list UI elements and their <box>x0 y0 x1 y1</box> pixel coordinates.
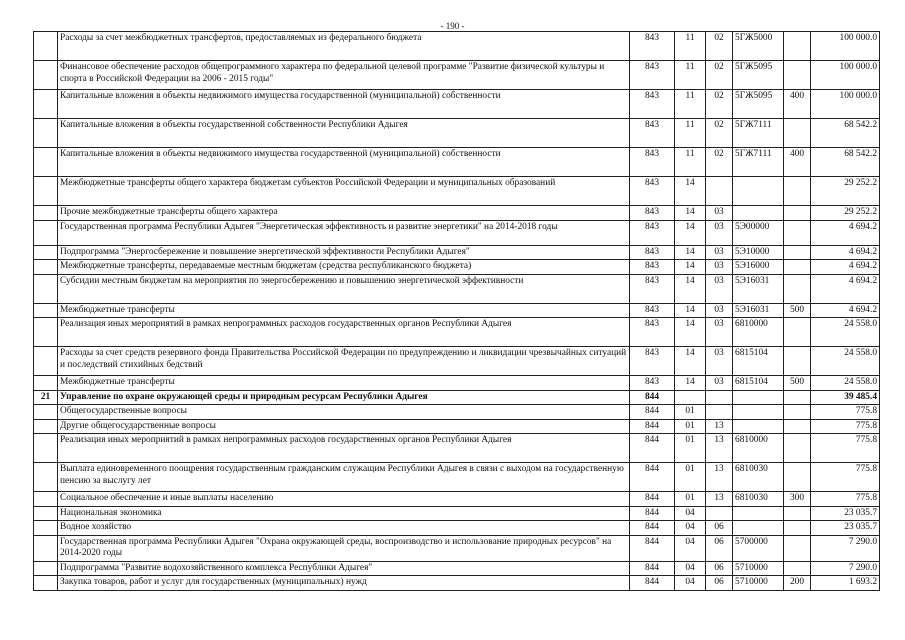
section-code-cell: 11 <box>675 119 706 148</box>
row-number-cell <box>34 274 58 303</box>
department-code-cell: 843 <box>630 148 675 177</box>
department-code-cell: 844 <box>630 419 675 434</box>
target-article-cell <box>733 405 784 420</box>
item-name-cell: Государственная программа Республики Адыгея "Охрана окружающей среды, воспроизводство и использование природных ресурсов" на 2014-2020 годы <box>58 535 630 561</box>
subsection-code-cell: 13 <box>706 434 733 463</box>
item-name-cell: Общегосударственные вопросы <box>58 405 630 420</box>
section-code-cell: 01 <box>675 492 706 507</box>
department-code-cell: 844 <box>630 463 675 492</box>
section-code-cell: 11 <box>675 61 706 90</box>
table-row <box>34 535 880 561</box>
table-row <box>34 347 880 376</box>
section-code-cell: 11 <box>675 90 706 119</box>
amount-cell: 24 558.0 <box>811 376 880 391</box>
row-number-cell: 21 <box>34 390 58 405</box>
expense-type-cell <box>784 419 811 434</box>
item-name-cell: Капитальные вложения в объекты недвижимого имущества государственной (муниципальной) собственности <box>58 148 630 177</box>
item-name-cell: Субсидии местным бюджетам на мероприятия по энергосбережению и повышению энергетической эффективности <box>58 274 630 303</box>
department-code-cell: 844 <box>630 390 675 405</box>
table-row <box>34 419 880 434</box>
amount-cell: 68 542.2 <box>811 148 880 177</box>
item-name-cell: Межбюджетные трансферты, передаваемые местным бюджетам (средства республиканского бюджета) <box>58 260 630 275</box>
amount-cell: 4 694.2 <box>811 220 880 245</box>
target-article-cell: 5ГЖ7111 <box>733 148 784 177</box>
row-number-cell <box>34 61 58 90</box>
item-name-cell: Закупка товаров, работ и услуг для государственных (муниципальных) нужд <box>58 576 630 591</box>
target-article-cell: 6810000 <box>733 318 784 347</box>
section-code-cell: 14 <box>675 376 706 391</box>
row-number-cell <box>34 376 58 391</box>
subsection-code-cell: 13 <box>706 463 733 492</box>
expense-type-cell: 200 <box>784 576 811 591</box>
target-article-cell: 5710000 <box>733 561 784 576</box>
amount-cell: 4 694.2 <box>811 260 880 275</box>
item-name-cell: Капитальные вложения в объекты государственной собственности Республики Адыгея <box>58 119 630 148</box>
target-article-cell: 6810030 <box>733 492 784 507</box>
item-name-cell: Национальная экономика <box>58 506 630 521</box>
expense-type-cell <box>784 463 811 492</box>
target-article-cell: 5Э16031 <box>733 303 784 318</box>
table-row <box>34 148 880 177</box>
subsection-code-cell: 03 <box>706 376 733 391</box>
expense-type-cell: 500 <box>784 376 811 391</box>
item-name-cell: Межбюджетные трансферты <box>58 303 630 318</box>
target-article-cell <box>733 206 784 221</box>
expense-type-cell <box>784 206 811 221</box>
subsection-code-cell <box>706 405 733 420</box>
table-row <box>34 434 880 463</box>
section-code-cell: 01 <box>675 405 706 420</box>
item-name-cell: Реализация иных мероприятий в рамках непрограммных расходов государственных органов Республики Адыгея <box>58 434 630 463</box>
row-number-cell <box>34 434 58 463</box>
target-article-cell <box>733 419 784 434</box>
target-article-cell: 6815104 <box>733 376 784 391</box>
table-row <box>34 245 880 260</box>
department-code-cell: 844 <box>630 492 675 507</box>
item-name-cell: Расходы за счет средств резервного фонда Правительства Российской Федерации по предупреждению и ликвидации чрезвычайных ситуаций и последствий стихийных бедствий <box>58 347 630 376</box>
amount-cell: 39 485.4 <box>811 390 880 405</box>
expense-type-cell: 300 <box>784 492 811 507</box>
amount-cell: 23 035.7 <box>811 521 880 536</box>
subsection-code-cell: 02 <box>706 32 733 61</box>
target-article-cell: 5ГЖ5095 <box>733 61 784 90</box>
department-code-cell: 844 <box>630 535 675 561</box>
amount-cell: 23 035.7 <box>811 506 880 521</box>
table-row <box>34 318 880 347</box>
amount-cell: 100 000.0 <box>811 90 880 119</box>
item-name-cell: Финансовое обеспечение расходов общепрограммного характера по федеральной целевой программе "Развитие физической культуры и спорта в Российской Федерации на 2006 - 2015 годы" <box>58 61 630 90</box>
row-number-cell <box>34 419 58 434</box>
table-row <box>34 177 880 206</box>
target-article-cell: 6815104 <box>733 347 784 376</box>
table-row <box>34 521 880 536</box>
department-code-cell: 843 <box>630 206 675 221</box>
amount-cell: 7 290.0 <box>811 535 880 561</box>
department-code-cell: 843 <box>630 260 675 275</box>
section-code-cell: 04 <box>675 576 706 591</box>
department-code-cell: 843 <box>630 119 675 148</box>
department-code-cell: 843 <box>630 220 675 245</box>
row-number-cell <box>34 576 58 591</box>
subsection-code-cell: 02 <box>706 90 733 119</box>
table-row <box>34 119 880 148</box>
amount-cell: 68 542.2 <box>811 119 880 148</box>
expense-type-cell <box>784 561 811 576</box>
section-code-cell: 14 <box>675 274 706 303</box>
section-code-cell: 14 <box>675 303 706 318</box>
table-row <box>34 405 880 420</box>
section-code-cell: 14 <box>675 260 706 275</box>
amount-cell: 775.8 <box>811 419 880 434</box>
target-article-cell: 5ГЖ5095 <box>733 90 784 119</box>
row-number-cell <box>34 521 58 536</box>
target-article-cell <box>733 521 784 536</box>
subsection-code-cell <box>706 506 733 521</box>
subsection-code-cell: 06 <box>706 561 733 576</box>
subsection-code-cell: 03 <box>706 260 733 275</box>
item-name-cell: Социальное обеспечение и иные выплаты населению <box>58 492 630 507</box>
department-code-cell: 844 <box>630 561 675 576</box>
item-name-cell: Межбюджетные трансферты общего характера бюджетам субъектов Российской Федерации и муниципальных образований <box>58 177 630 206</box>
target-article-cell: 5Э00000 <box>733 220 784 245</box>
item-name-cell: Управление по охране окружающей среды и природным ресурсам Республики Адыгея <box>58 390 630 405</box>
department-code-cell: 844 <box>630 434 675 463</box>
subsection-code-cell: 06 <box>706 576 733 591</box>
row-number-cell <box>34 506 58 521</box>
row-number-cell <box>34 303 58 318</box>
row-number-cell <box>34 245 58 260</box>
table-row <box>34 260 880 275</box>
target-article-cell: 6810000 <box>733 434 784 463</box>
section-code-cell <box>675 390 706 405</box>
department-code-cell: 843 <box>630 303 675 318</box>
department-code-cell: 843 <box>630 347 675 376</box>
expense-type-cell <box>784 347 811 376</box>
table-row <box>34 220 880 245</box>
section-code-cell: 14 <box>675 347 706 376</box>
department-code-cell: 844 <box>630 576 675 591</box>
amount-cell: 775.8 <box>811 434 880 463</box>
table-row <box>34 376 880 391</box>
expense-type-cell <box>784 61 811 90</box>
table-row <box>34 390 880 405</box>
target-article-cell: 5Э10000 <box>733 245 784 260</box>
expense-type-cell <box>784 506 811 521</box>
section-code-cell: 04 <box>675 521 706 536</box>
subsection-code-cell: 03 <box>706 274 733 303</box>
row-number-cell <box>34 561 58 576</box>
target-article-cell: 5710000 <box>733 576 784 591</box>
amount-cell: 24 558.0 <box>811 318 880 347</box>
expense-type-cell <box>784 405 811 420</box>
row-number-cell <box>34 206 58 221</box>
amount-cell: 4 694.2 <box>811 303 880 318</box>
expense-type-cell <box>784 274 811 303</box>
section-code-cell: 11 <box>675 32 706 61</box>
section-code-cell: 01 <box>675 463 706 492</box>
department-code-cell: 844 <box>630 521 675 536</box>
item-name-cell: Государственная программа Республики Адыгея "Энергетическая эффективность и развитие энергетики" на 2014-2018 годы <box>58 220 630 245</box>
target-article-cell <box>733 506 784 521</box>
amount-cell: 4 694.2 <box>811 274 880 303</box>
table-row <box>34 206 880 221</box>
expense-type-cell <box>784 535 811 561</box>
amount-cell: 100 000.0 <box>811 61 880 90</box>
expense-type-cell: 400 <box>784 148 811 177</box>
row-number-cell <box>34 220 58 245</box>
target-article-cell <box>733 390 784 405</box>
item-name-cell: Капитальные вложения в объекты недвижимого имущества государственной (муниципальной) собственности <box>58 90 630 119</box>
amount-cell: 29 252.2 <box>811 206 880 221</box>
subsection-code-cell: 06 <box>706 521 733 536</box>
section-code-cell: 01 <box>675 434 706 463</box>
table-row <box>34 61 880 90</box>
item-name-cell: Расходы за счет межбюджетных трансфертов, предоставляемых из федерального бюджета <box>58 32 630 61</box>
target-article-cell: 5Э16031 <box>733 274 784 303</box>
item-name-cell: Выплата единовременного поощрения государственным гражданским служащим Республики Адыгея в связи с выходом на государственную пенсию за выслугу лет <box>58 463 630 492</box>
expense-type-cell <box>784 32 811 61</box>
amount-cell: 775.8 <box>811 405 880 420</box>
row-number-cell <box>34 492 58 507</box>
item-name-cell: Подпрограмма "Развитие водохозяйственного комплекса Республики Адыгея" <box>58 561 630 576</box>
department-code-cell: 843 <box>630 376 675 391</box>
expense-type-cell <box>784 245 811 260</box>
table-row <box>34 506 880 521</box>
subsection-code-cell: 13 <box>706 492 733 507</box>
expense-type-cell <box>784 434 811 463</box>
target-article-cell: 5ГЖ7111 <box>733 119 784 148</box>
section-code-cell: 14 <box>675 177 706 206</box>
subsection-code-cell: 13 <box>706 419 733 434</box>
subsection-code-cell: 02 <box>706 148 733 177</box>
department-code-cell: 843 <box>630 61 675 90</box>
expense-type-cell <box>784 390 811 405</box>
amount-cell: 100 000.0 <box>811 32 880 61</box>
budget-table-body <box>34 32 880 591</box>
row-number-cell <box>34 177 58 206</box>
expense-type-cell <box>784 521 811 536</box>
item-name-cell: Водное хозяйство <box>58 521 630 536</box>
target-article-cell <box>733 177 784 206</box>
row-number-cell <box>34 260 58 275</box>
item-name-cell: Другие общегосударственные вопросы <box>58 419 630 434</box>
expense-type-cell <box>784 318 811 347</box>
row-number-cell <box>34 119 58 148</box>
section-code-cell: 04 <box>675 535 706 561</box>
amount-cell: 29 252.2 <box>811 177 880 206</box>
subsection-code-cell: 06 <box>706 535 733 561</box>
subsection-code-cell: 03 <box>706 220 733 245</box>
subsection-code-cell: 02 <box>706 61 733 90</box>
row-number-cell <box>34 318 58 347</box>
subsection-code-cell: 03 <box>706 303 733 318</box>
section-code-cell: 14 <box>675 206 706 221</box>
row-number-cell <box>34 463 58 492</box>
row-number-cell <box>34 535 58 561</box>
subsection-code-cell <box>706 390 733 405</box>
subsection-code-cell: 03 <box>706 206 733 221</box>
target-article-cell: 5ГЖ5000 <box>733 32 784 61</box>
amount-cell: 775.8 <box>811 492 880 507</box>
section-code-cell: 04 <box>675 561 706 576</box>
table-row <box>34 561 880 576</box>
subsection-code-cell: 03 <box>706 347 733 376</box>
target-article-cell: 5700000 <box>733 535 784 561</box>
department-code-cell: 843 <box>630 274 675 303</box>
department-code-cell: 844 <box>630 506 675 521</box>
row-number-cell <box>34 32 58 61</box>
table-row <box>34 492 880 507</box>
subsection-code-cell: 03 <box>706 318 733 347</box>
table-row <box>34 32 880 61</box>
department-code-cell: 843 <box>630 318 675 347</box>
subsection-code-cell: 02 <box>706 119 733 148</box>
item-name-cell: Подпрограмма "Энергосбережение и повышение энергетической эффективности Республики Адыгея" <box>58 245 630 260</box>
department-code-cell: 843 <box>630 245 675 260</box>
section-code-cell: 14 <box>675 318 706 347</box>
budget-table <box>33 31 880 591</box>
table-row <box>34 274 880 303</box>
department-code-cell: 843 <box>630 32 675 61</box>
page-number: - 190 - <box>440 21 465 31</box>
section-code-cell: 14 <box>675 245 706 260</box>
section-code-cell: 04 <box>675 506 706 521</box>
amount-cell: 24 558.0 <box>811 347 880 376</box>
target-article-cell: 6810030 <box>733 463 784 492</box>
department-code-cell: 844 <box>630 405 675 420</box>
department-code-cell: 843 <box>630 177 675 206</box>
row-number-cell <box>34 405 58 420</box>
table-row <box>34 576 880 591</box>
subsection-code-cell <box>706 177 733 206</box>
row-number-cell <box>34 90 58 119</box>
subsection-code-cell: 03 <box>706 245 733 260</box>
department-code-cell: 843 <box>630 90 675 119</box>
item-name-cell: Реализация иных мероприятий в рамках непрограммных расходов государственных органов Республики Адыгея <box>58 318 630 347</box>
expense-type-cell: 400 <box>784 90 811 119</box>
amount-cell: 4 694.2 <box>811 245 880 260</box>
expense-type-cell <box>784 220 811 245</box>
section-code-cell: 01 <box>675 419 706 434</box>
expense-type-cell <box>784 119 811 148</box>
row-number-cell <box>34 148 58 177</box>
target-article-cell: 5Э16000 <box>733 260 784 275</box>
expense-type-cell: 500 <box>784 303 811 318</box>
amount-cell: 775.8 <box>811 463 880 492</box>
item-name-cell: Межбюджетные трансферты <box>58 376 630 391</box>
expense-type-cell <box>784 177 811 206</box>
row-number-cell <box>34 347 58 376</box>
table-row <box>34 463 880 492</box>
section-code-cell: 14 <box>675 220 706 245</box>
section-code-cell: 11 <box>675 148 706 177</box>
expense-type-cell <box>784 260 811 275</box>
table-row <box>34 90 880 119</box>
table-row <box>34 303 880 318</box>
amount-cell: 7 290.0 <box>811 561 880 576</box>
amount-cell: 1 693.2 <box>811 576 880 591</box>
item-name-cell: Прочие межбюджетные трансферты общего характера <box>58 206 630 221</box>
